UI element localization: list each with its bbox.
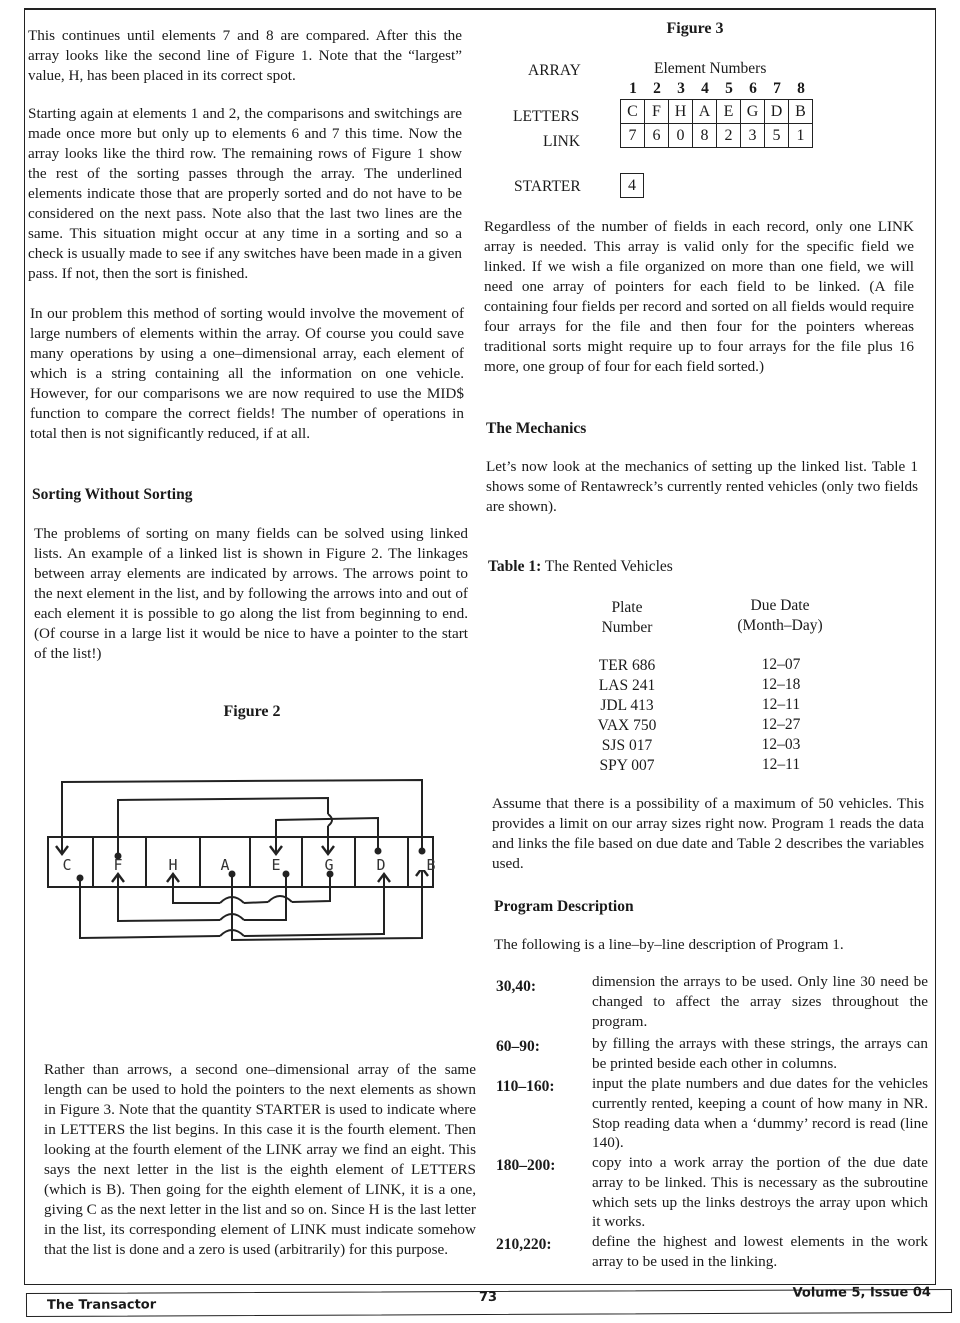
table-cell: 12–03 (761, 736, 801, 753)
link-cell: 2 (717, 124, 741, 147)
table-cell: VAX 750 (597, 717, 657, 734)
paragraph: Regardless of the number of fields in each record, only one LINK array is needed. This array is valid only for the specific field we linked. If we wish a file organized on more than one field, we will need one array of pointers for each field to be linked. (A file containing four fields per record and sorted on all fields would require four arrays for the file and then four for the pointers whereas traditional sorts might require up to four arrays for the file plus 16 more, one group of four for each field sorted.) (484, 218, 914, 375)
section-heading: Program Description (494, 898, 634, 915)
link-array (620, 124, 813, 148)
figure-2-letter: F (113, 856, 123, 874)
element-number: 6 (749, 80, 757, 97)
element-number: 5 (725, 80, 733, 97)
table-cell: 12–27 (761, 716, 801, 733)
link-cell: 0 (669, 124, 693, 147)
table-cell: 12–11 (761, 756, 801, 773)
figure-2-letter: G (324, 856, 334, 874)
figure-2-title: Figure 2 (223, 703, 281, 720)
section-heading: The Mechanics (486, 420, 587, 437)
array-label: ARRAY (528, 62, 581, 79)
header-line: Number (601, 619, 653, 636)
element-numbers-label: Element Numbers (654, 60, 767, 77)
letters-cell: B (795, 103, 806, 120)
table-caption (488, 558, 673, 576)
link-cell: 7 (621, 124, 645, 147)
link-cell: 3 (741, 124, 765, 147)
element-number: 2 (653, 80, 661, 97)
table-caption-text: The Rented Vehicles (541, 558, 673, 575)
figure-2-letter: B (426, 856, 436, 874)
section-heading: Sorting Without Sorting (32, 486, 193, 503)
issue-label: Volume 5, Issue 04 (792, 1285, 931, 1301)
letters-cell: E (717, 100, 741, 123)
table-cell: 12–18 (761, 676, 801, 693)
link-cell: 6 (645, 124, 669, 147)
starter-label: STARTER (514, 178, 581, 195)
table-cell: TER 686 (598, 657, 656, 674)
paragraph: The following is a line–by–line description of Program 1. (494, 936, 844, 953)
figure-3-title: Figure 3 (666, 20, 724, 37)
publication-name: The Transactor (46, 1297, 157, 1313)
figure-2-letter: A (220, 856, 230, 874)
figure-2-letter: E (271, 856, 281, 874)
table-cell: 12–11 (761, 696, 801, 713)
due-date-column (736, 655, 826, 775)
letters-cell: D (765, 100, 789, 123)
element-numbers-row (621, 80, 813, 98)
program-description-list (484, 972, 930, 1272)
line-range: 30,40: (496, 978, 537, 995)
table-header-plate (585, 598, 669, 638)
line-description: copy into a work array the portion of the due date array to be linked. This is necessary as the subroutine which sets up the links destroys the array upon which it works. (592, 1154, 928, 1231)
page-number: 73 (478, 1289, 498, 1306)
paragraph: The problems of sorting on many fields can be solved using linked lists. An example of a linked list is shown in Figure 2. The linkages between array elements are indicated by arrows. The arrows point to the next element in the list, and by following the arrows into and out of each element it is possible to go along the list from beginning to end. (Of course in a large list it would be nice to have a pointer to the start of the list!) (34, 525, 468, 662)
letters-cell: C (621, 100, 645, 123)
element-number: 8 (797, 80, 805, 97)
letters-label: LETTERS (513, 108, 580, 125)
letters-array (620, 99, 813, 148)
table-cell: SJS 017 (601, 737, 653, 754)
paragraph: This continues until elements 7 and 8 are compared. After this the array looks like the second line of Figure 1. Note that the “largest” value, H, has been placed in its correct spot. (28, 27, 462, 84)
table-caption-label: Table 1: (488, 558, 542, 575)
table-cell: JDL 413 (600, 697, 654, 714)
letters-cell: H (669, 100, 693, 123)
line-description: define the highest and lowest elements in the work array to be used in the linking. (592, 1233, 928, 1270)
letters-cell: G (741, 100, 765, 123)
starter-value: 4 (620, 173, 644, 198)
link-cell: 1 (796, 127, 805, 144)
table-cell: LAS 241 (598, 677, 656, 694)
element-number: 4 (701, 80, 709, 97)
table-header-due-date (730, 596, 830, 636)
line-range: 60–90: (496, 1038, 540, 1055)
table-cell: 12–07 (761, 656, 801, 673)
line-range: 210,220: (496, 1236, 552, 1253)
figure-2-b-arrow (40, 870, 440, 940)
letters-cell: F (645, 100, 669, 123)
element-number: 7 (773, 80, 781, 97)
element-number: 3 (677, 80, 685, 97)
link-cell: 8 (693, 124, 717, 147)
link-label: LINK (543, 133, 581, 150)
plate-column (585, 656, 669, 776)
paragraph: Let’s now look at the mechanics of setting up the linked list. Table 1 shows some of Rentawreck’s currently rented vehicles (only two fields are shown). (486, 458, 918, 515)
figure-2-letter: H (168, 856, 178, 874)
paragraph: Assume that there is a possibility of a maximum of 50 vehicles. This provides a limit on our array sizes right now. Program 1 reads the data and links the file based on due date and Table 2 describes the variables used. (492, 795, 924, 872)
figure-2-letter: C (62, 856, 72, 874)
paragraph: Rather than arrows, a second one–dimensional array of the same length can be used to hold the pointers to the next elements as shown in Figure 3. Note that the quantity STARTER is used to indicate where in LETTERS the list begins. In this case it is the fourth element. Then looking at the fourth element of the LINK array we find an eight. This says the next letter in the list is the eighth element of LETTERS (which is B). Then going for the eighth element of LINK, it is a one, giving C as the next letter in the list and so on. Since H is the last letter in the list, its corresponding element of LINK must indicate somehow that the list is done and a zero is used (arbitrarily) for this purpose. (44, 1061, 476, 1258)
line-range: 110–160: (496, 1078, 555, 1095)
line-description: by filling the arrays with these strings, the arrays can be printed beside each other in columns. (592, 1035, 928, 1072)
paragraph: In our problem this method of sorting would involve the movement of large numbers of elements within the array. Of course you could save many operations by using a one–dimensional array, each element of which is a string containing all the information on one vehicle. However, for our comparisons we are now required to use the MID$ function to compare the correct fields! The number of operations in total then is not significantly reduced, if at all. (30, 305, 464, 442)
header-line: Plate (611, 599, 643, 616)
paragraph: Starting again at elements 1 and 2, the comparisons and switchings are made once more but only up to elements 6 and 7 this time. Now the array looks like the third row. The remaining rows of Figure 1 show the rest of the sorting passes through the array. The underlined elements indicate those that are properly sorted and do not have to be considered on the next pass. Note also that the last two lines are the same. This situation might occur at any time in a sorting and so a check is usually made to see if any switches have been made in a given pass. If not, then the sort is finished. (28, 105, 462, 282)
letters-cell: A (693, 100, 717, 123)
page-footer (26, 1285, 952, 1317)
figure-2-letter: D (376, 856, 386, 874)
line-description: dimension the arrays to be used. Only line 30 need be changed to affect the array sizes throughout the program. (592, 973, 928, 1030)
element-number: 1 (629, 80, 637, 97)
header-line: Due Date (750, 597, 810, 614)
line-range: 180–200: (496, 1157, 556, 1174)
line-description: input the plate numbers and due dates for the vehicles currently rented, keeping a count of how many in NR. Stop reading data when a ‘dummy’ record is read (line 140). (592, 1075, 928, 1152)
header-line: (Month–Day) (737, 617, 823, 634)
link-cell: 5 (765, 124, 789, 147)
table-cell: SPY 007 (599, 757, 655, 774)
